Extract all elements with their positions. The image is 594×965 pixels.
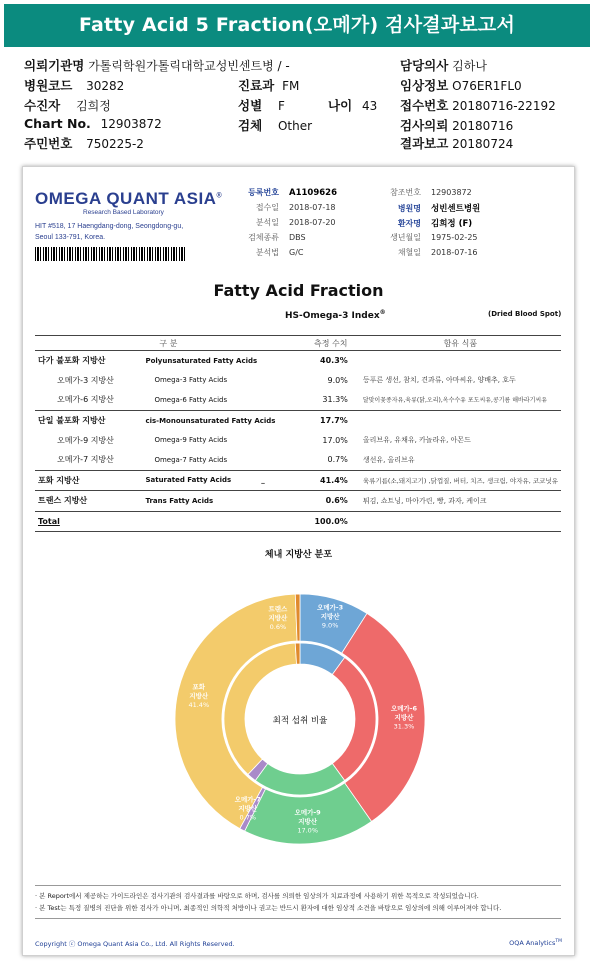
fatty-acid-table — [35, 335, 561, 532]
org-label: 의뢰기관명 — [24, 58, 85, 73]
patient-name: 김희정 (F) — [431, 219, 473, 229]
blood-date-label: 채혈일 — [397, 248, 421, 257]
hospital-code-label: 병원코드 — [24, 78, 73, 93]
slice-label-5: 트랜스 지방산 0.6% — [268, 605, 288, 632]
copyright: Copyright ⓒ Omega Quant Asia Co., Ltd. All Rights Reserved. — [35, 940, 235, 948]
donut-chart — [175, 577, 425, 867]
reg-no: A1109626 — [289, 188, 337, 198]
disclaimer: · 본 Report에서 제공하는 가이드라인은 검사기관의 검사결과를 바탕으로 하며, 검사를 의뢰한 임상의가 치료과정에 사용하기 위한 목적으로 작성되었습니다. · 본 Test는 특정 질병의 진단을 위한 검사가 아니며, 최종적인 의학적 처방이나 권고는 반드시 환자에 대한 임상적 소견을 바탕으로 임상의에 의해 이루어져야 합니다. — [35, 885, 561, 919]
age-label: 나이 — [328, 98, 353, 113]
method: G/C — [289, 248, 304, 257]
request-label: 검사의뢰 — [400, 118, 449, 133]
ref-no-label: 참조번호 — [390, 188, 421, 197]
request-value: 20180716 — [452, 119, 514, 133]
slice-label-2: 오메가-9 지방산 17.0% — [294, 808, 321, 835]
slice-label-1: 오메가-6 지방산 31.3% — [390, 704, 418, 731]
logo-subtitle: Research Based Laboratory — [83, 209, 164, 216]
receipt-date: 2018-07-18 — [289, 203, 336, 212]
specimen-value: Other — [277, 119, 313, 133]
chart-title: 체내 지방산 분포 — [264, 550, 333, 560]
dash-mark: _ — [261, 476, 265, 485]
sex-value: F — [277, 99, 285, 113]
section-title: Fatty Acid Fraction — [213, 281, 384, 300]
result-label: 결과보고 — [400, 136, 449, 151]
clinical-label: 임상정보 — [400, 78, 449, 93]
table-row: 단일 불포화 지방산 cis-Monounsaturated Fatty Acids 17.7% — [35, 410, 561, 430]
reg-no-label: 등록번호 — [248, 188, 279, 197]
company-address: HIT #518, 17 Haengdang-dong, Seongdong-gu, Seoul 133-791, Korea. — [35, 223, 184, 241]
doctor-label: 담당의사 — [400, 58, 449, 73]
dept-value: FM — [282, 79, 300, 93]
barcode — [35, 247, 185, 261]
report-title: Fatty Acid 5 Fraction(오메가) 검사결과보고서 — [4, 4, 590, 47]
center-label: 최적 섭취 비율 — [272, 716, 328, 726]
method-label: 분석법 — [255, 248, 279, 257]
chart-no-label: Chart No. — [24, 116, 91, 131]
dob-label: 생년월일 — [390, 233, 421, 242]
rrn-value: 750225-2 — [86, 137, 144, 151]
table-row: 오메가-6 지방산 Omega-6 Fatty Acids 31.3% 달맞이꽃종자유,육류(닭,오리),옥수수유 포도씨유,콩기름 해바라기씨유 — [57, 395, 548, 405]
table-row: 오메가-9 지방산 Omega-9 Fatty Acids 17.0% 올리브유, 유채유, 카놀라유, 아몬드 — [57, 435, 471, 445]
blood-date: 2018-07-16 — [431, 248, 478, 257]
patient-value: 김희정 — [76, 99, 111, 113]
receipt-date-label: 접수일 — [255, 203, 279, 212]
slice-label-4: 포화 지방산 41.4% — [188, 683, 210, 710]
table-row-total: Total 100.0% — [35, 511, 561, 532]
ref-no: 12903872 — [431, 188, 472, 197]
header-category: 구 분 — [35, 336, 302, 351]
table-row: 포화 지방산 Saturated Fatty Acids _ 41.4% 육류기름(소,돼지고기) ,닭껍질, 버터, 치즈, 생크림, 야자유, 코코넛유 — [35, 470, 561, 491]
specimen-label: 검체 — [238, 118, 263, 133]
result-value: 20180724 — [452, 137, 514, 151]
clinical-value: O76ER1FL0 — [452, 79, 522, 93]
table-row: 다가 불포화 지방산 Polyunsaturated Fatty Acids 40.3% — [38, 356, 348, 366]
analysis-date: 2018-07-20 — [289, 218, 336, 227]
sex-label: 성별 — [238, 98, 263, 113]
specimen-type: DBS — [289, 233, 306, 242]
slice-label-3: 오메가-7 지방산 0.7% — [234, 795, 261, 822]
rrn-label: 주민번호 — [24, 136, 73, 151]
header-value: 측정 수치 — [302, 336, 360, 351]
dept-label: 진료과 — [238, 78, 275, 93]
report-sheet — [22, 166, 575, 956]
table-row: 오메가-3 지방산 Omega-3 Fatty Acids 9.0% 등푸른 생선, 참치, 견과류, 아마씨유, 양배추, 호두 — [57, 375, 516, 385]
hospital: 성빈센트병원 — [431, 204, 481, 214]
hospital-code-value: 30282 — [86, 79, 125, 93]
header-food: 함유 식품 — [360, 336, 561, 351]
table-row: 트랜스 지방산 Trans Fatty Acids 0.6% 튀김, 쇼트닝, 마아가린, 빵, 과자, 케이크 — [35, 491, 561, 512]
age-value: 43 — [361, 99, 378, 113]
specimen-type-label: 검체종류 — [248, 233, 279, 242]
doctor-value: 김하나 — [452, 59, 487, 73]
analysis-date-label: 분석일 — [255, 218, 279, 227]
company-logo: OMEGA QUANT ASIA® — [35, 189, 223, 208]
org-value: 가톨릭학원가톨릭대학교성빈센트병 / - — [88, 59, 290, 73]
index-title: HS-Omega-3 Index® — [285, 309, 386, 321]
chart-no-value: 12903872 — [100, 117, 162, 131]
receipt-no-label: 접수번호 — [400, 98, 449, 113]
slice-label-0: 오메가-3 지방산 9.0% — [317, 603, 344, 630]
index-note: (Dried Blood Spot) — [488, 310, 562, 318]
table-row: 오메가-7 지방산 Omega-7 Fatty Acids 0.7% 생선유, 올리브유 — [57, 455, 415, 465]
patient-label: 수진자 — [24, 98, 61, 113]
brand-mark: OQA Analytics™ — [509, 939, 562, 948]
dob: 1975-02-25 — [431, 233, 478, 242]
hospital-label: 병원명 — [397, 204, 421, 213]
receipt-no-value: 20180716-22192 — [452, 99, 556, 113]
patient-name-label: 환자명 — [397, 219, 421, 228]
